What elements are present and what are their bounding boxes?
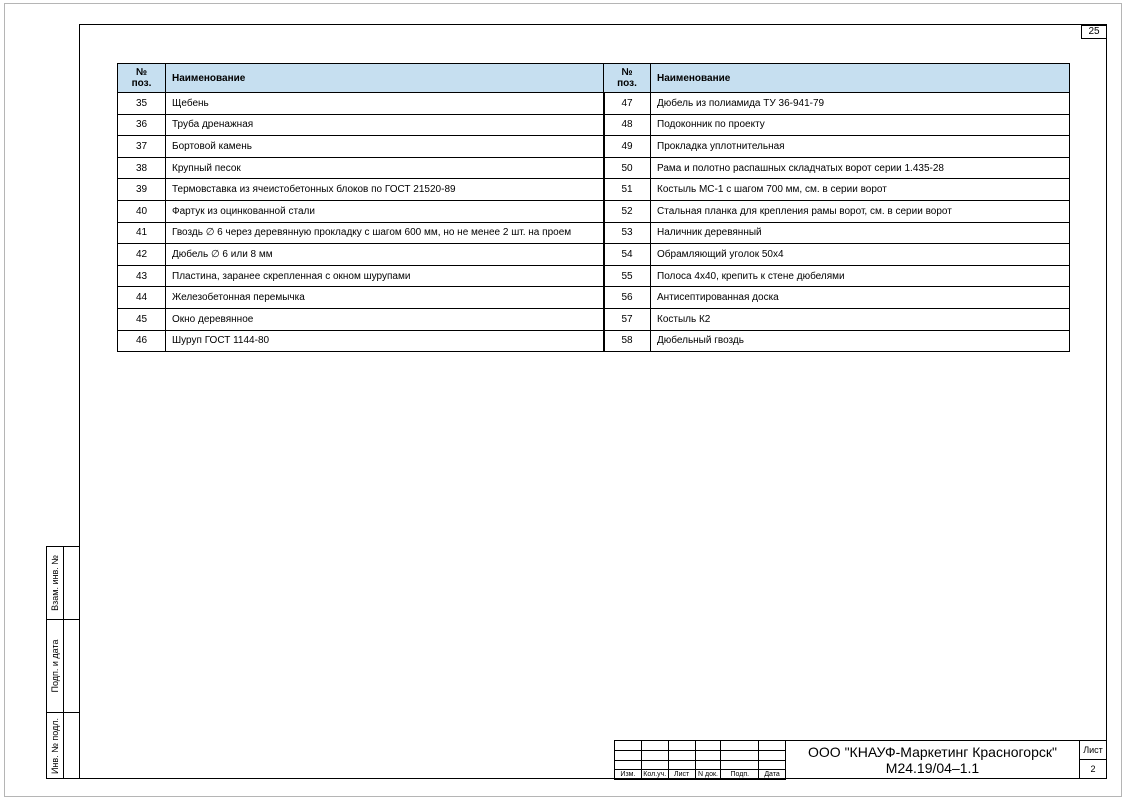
specification-table-left [117, 63, 605, 352]
table-header-row [118, 64, 605, 93]
item-name: Костыль К2 [651, 308, 1070, 330]
item-name: Дюбельный гвоздь [651, 330, 1070, 352]
item-name: Бортовой камень [166, 136, 605, 158]
header-position-number: № поз. [604, 64, 651, 93]
table-row [604, 136, 1070, 158]
item-name: Наличник деревянный [651, 222, 1070, 244]
table-row [604, 93, 1070, 115]
item-name: Пластина, заранее скрепленная с окном шурупами [166, 265, 605, 287]
position-number: 44 [118, 287, 166, 309]
position-number: 41 [118, 222, 166, 244]
position-number: 54 [604, 244, 651, 266]
table-row [118, 157, 605, 179]
header-name: Наименование [651, 64, 1070, 93]
position-number: 50 [604, 157, 651, 179]
side-stamps [46, 546, 80, 779]
item-name: Дюбель из полиамида ТУ 36-941-79 [651, 93, 1070, 115]
table-row [604, 222, 1070, 244]
table-row [604, 287, 1070, 309]
item-name: Полоса 4х40, крепить к стене дюбелями [651, 265, 1070, 287]
position-number: 56 [604, 287, 651, 309]
revision-column-label: Изм. [615, 770, 642, 780]
position-number: 42 [118, 244, 166, 266]
header-position-number: № поз. [118, 64, 166, 93]
table-row [604, 114, 1070, 136]
table-row [118, 265, 605, 287]
position-number: 53 [604, 222, 651, 244]
item-name: Труба дренажная [166, 114, 605, 136]
item-name: Прокладка уплотнительная [651, 136, 1070, 158]
stamp-inv-label: Инв. № подл. [50, 717, 60, 774]
stamp-podp-data [46, 619, 80, 713]
item-name: Дюбель ∅ 6 или 8 мм [166, 244, 605, 266]
position-number: 40 [118, 200, 166, 222]
revision-column-label: Дата [759, 770, 786, 780]
position-number: 55 [604, 265, 651, 287]
position-number: 35 [118, 93, 166, 115]
revision-column-label: Лист [668, 770, 695, 780]
position-number: 58 [604, 330, 651, 352]
table-row [118, 200, 605, 222]
table-row [118, 330, 605, 352]
stamp-inv-podl [46, 712, 80, 779]
item-name: Окно деревянное [166, 308, 605, 330]
title-block [614, 740, 1107, 779]
item-name: Подоконник по проекту [651, 114, 1070, 136]
position-number: 49 [604, 136, 651, 158]
table-row [604, 308, 1070, 330]
table-row [604, 157, 1070, 179]
title-block-main [786, 740, 1080, 779]
item-name: Рама и полотно распашных складчатых ворот серии 1.435-28 [651, 157, 1070, 179]
item-name: Щебень [166, 93, 605, 115]
table-row [118, 93, 605, 115]
item-name: Гвоздь ∅ 6 через деревянную прокладку с шагом 600 мм, но не менее 2 шт. на проем [166, 222, 605, 244]
position-number: 51 [604, 179, 651, 201]
position-number: 45 [118, 308, 166, 330]
stamp-vzam-inv [46, 546, 80, 620]
position-number: 43 [118, 265, 166, 287]
stamp-podp-label: Подп. и дата [50, 639, 60, 693]
position-number: 39 [118, 179, 166, 201]
item-name: Шуруп ГОСТ 1144-80 [166, 330, 605, 352]
position-number: 38 [118, 157, 166, 179]
table-row [118, 244, 605, 266]
header-name: Наименование [166, 64, 605, 93]
revision-column-label: Подп. [721, 770, 759, 780]
specification-table-right [603, 63, 1070, 352]
revision-grid [614, 740, 786, 780]
table-row [118, 222, 605, 244]
item-name: Костыль МС-1 с шагом 700 мм, см. в серии ворот [651, 179, 1070, 201]
position-number: 52 [604, 200, 651, 222]
table-row [604, 330, 1070, 352]
revision-column-labels [615, 770, 786, 780]
page-number: 25 [1081, 25, 1107, 39]
table-row [118, 308, 605, 330]
table-row [604, 244, 1070, 266]
document-code: М24.19/04–1.1 [885, 760, 980, 776]
item-name: Железобетонная перемычка [166, 287, 605, 309]
table-row [118, 287, 605, 309]
item-name: Термовставка из ячеистобетонных блоков по ГОСТ 21520-89 [166, 179, 605, 201]
table-header-row [604, 64, 1070, 93]
item-name: Обрамляющий уголок 50х4 [651, 244, 1070, 266]
organization-name: ООО "КНАУФ-Маркетинг Красногорск" [808, 744, 1057, 760]
item-name: Фартук из оцинкованной стали [166, 200, 605, 222]
position-number: 46 [118, 330, 166, 352]
table-row [118, 136, 605, 158]
table-row [118, 114, 605, 136]
item-name: Крупный песок [166, 157, 605, 179]
sheet-number: 2 [1090, 764, 1096, 774]
revision-column-label: Кол.уч. [643, 771, 667, 779]
table-row [604, 200, 1070, 222]
sheet-box [1080, 740, 1107, 779]
stamp-vzam-label: Взам. инв. № [50, 555, 60, 611]
table-row [604, 265, 1070, 287]
table-row [118, 179, 605, 201]
table-row [604, 179, 1070, 201]
item-name: Антисептированная доска [651, 287, 1070, 309]
position-number: 37 [118, 136, 166, 158]
item-name: Стальная планка для крепления рамы ворот, см. в серии ворот [651, 200, 1070, 222]
revision-column-label: N док. [695, 770, 721, 780]
position-number: 57 [604, 308, 651, 330]
position-number: 47 [604, 93, 651, 115]
sheet-label: Лист [1080, 741, 1106, 760]
position-number: 36 [118, 114, 166, 136]
position-number: 48 [604, 114, 651, 136]
